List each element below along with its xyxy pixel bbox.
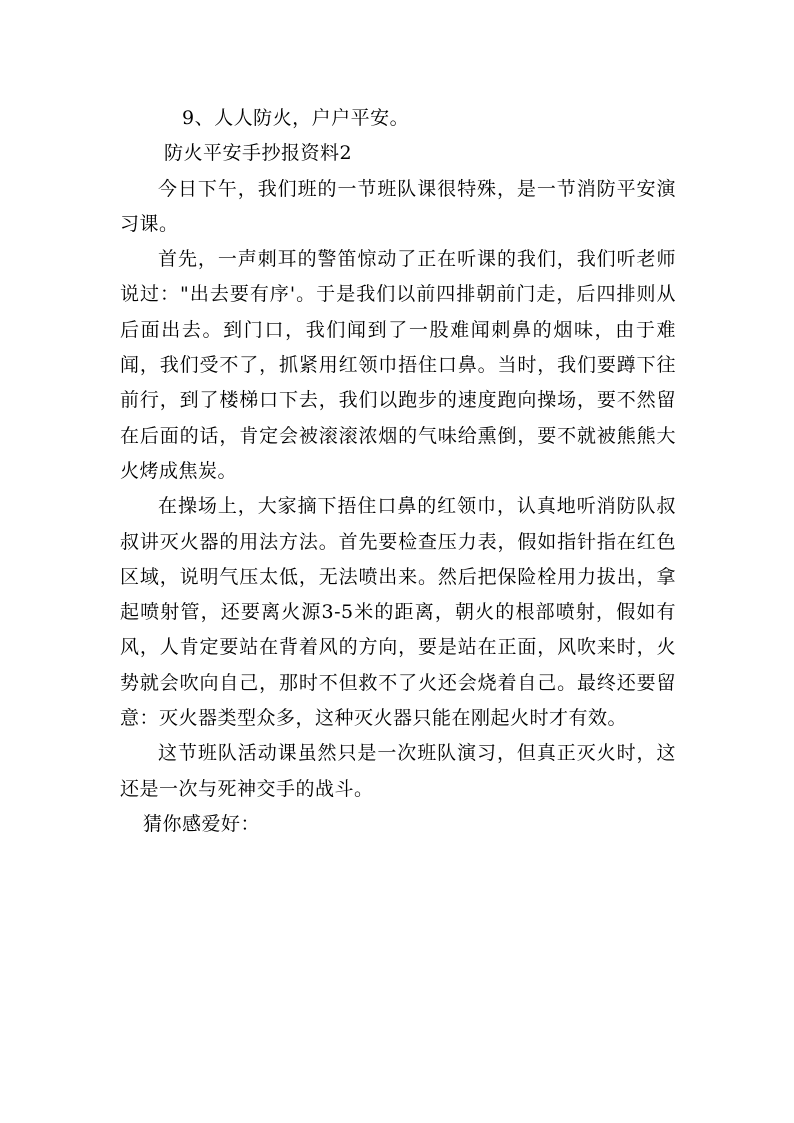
- closing-line: 猜你感爱好：: [143, 812, 261, 835]
- document-body: [120, 101, 676, 842]
- paragraph-conclusion: 这节班队活动课虽然只是一次班队演习，但真正灭火时，这还是一次与死神交手的战斗。: [120, 742, 676, 800]
- paragraph-extinguisher: 在操场上，大家摘下捂住口鼻的红领巾，认真地听消防队叔叔讲灭火器的用法方法。首先要检查压力表，假如指针指在红色区域，说明气压太低，无法喷出来。然后把保险栓用力拔出，拿起喷射管，还要离火源3-5米的距离，朝火的根部喷射，假如有风，人肯定要站在背着风的方向，要是站在正面，风吹来时，火势就会吹向自己，那时不但救不了火还会烧着自己。最终还要留意：灭火器类型众多，这种灭火器只能在刚起火时才有效。: [120, 495, 676, 730]
- paragraph-alarm: 首先，一声刺耳的警笛惊动了正在听课的我们，我们听老师说过："出去要有序'。于是我们以前四排朝前门走，后四排则从后面出去。到门口，我们闻到了一股难闻刺鼻的烟味，由于难闻，我们受不了，抓紧用红领巾捂住口鼻。当时，我们要蹲下往前行，到了楼梯口下去，我们以跑步的速度跑向操场，要不然留在后面的话，肯定会被滚滚浓烟的气味给熏倒，要不就被熊熊大火烤成焦炭。: [120, 248, 676, 482]
- section-heading: 防火平安手抄报资料2: [164, 142, 353, 165]
- paragraph-intro: 今日下午，我们班的一节班队课很特殊，是一节消防平安演习课。: [120, 177, 676, 235]
- slogan-line: 9、人人防火，户户平安。: [182, 107, 410, 129]
